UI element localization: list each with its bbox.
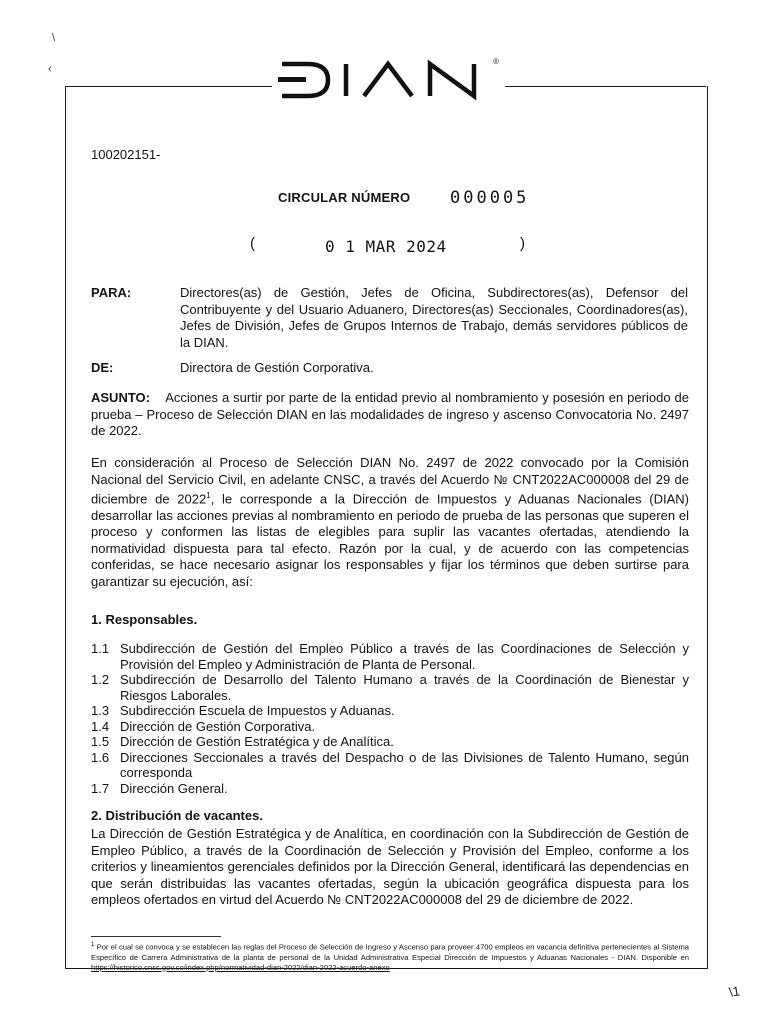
responsables-list [91,641,689,796]
list-item: 1.7 Dirección General. [91,780,228,796]
handwritten-page-number: \1 [728,983,741,1000]
footnote-mark: 1 [91,942,95,948]
document-reference: 100202151- [91,147,161,162]
asunto-label: ASUNTO: [91,390,150,405]
intro-paragraph [91,455,689,590]
footnote [91,940,689,973]
date-bracket-open: ( [250,235,255,252]
de-text: Directora de Gestión Corporativa. [180,360,374,375]
scan-mark: \ [52,32,56,44]
footnote-rule [91,936,221,937]
section-2-paragraph: La Dirección de Gestión Estratégica y de Analítica, en coordinación con la Subdirección de Gestión de Empleo Público, a través de la Coordinación de Selección y Provisión del Empleo, conforme a los criterios y lineamientos gerenciales definidos por la Dirección General, identificará las dependencias en que serán distribuidas las vacantes ofertadas, según la ubicación geográfica dispuesta para los empleos ofertados en virtud del Acuerdo № CNT2022AC000008 del 29 de diciembre de 2022. [91,826,689,907]
list-item: 1.2 Subdirección de Desarrollo del Talento Humano a través de la Coordinación de Bienestar y Riesgos Laborales. [91,672,689,703]
list-item: 1.3 Subdirección Escuela de Impuestos y Aduanas. [91,703,395,718]
para-text: Directores(as) de Gestión, Jefes de Oficina, Subdirectores(as), Defensor del Contribuyente y del Usuario Aduanero, Directores(as) Seccionales, Coordinadores(as), Jefes de División, Jefes de Grupos Internos de Trabajo, demás servidores públicos de la DIAN. [180,285,688,350]
date-bracket-close: ) [520,235,525,252]
intro-text-end: , le corresponde a la Dirección de Impuestos y Aduanas Nacionales (DIAN) desarrollar las acciones previas al nombramiento en periodo de prueba de las personas que superen el proceso y conformen las listas de elegibles para suplir las vacantes ofertadas, atendiendo la normatividad dispuesta para tal efecto. Razón por la cual, y de acuerdo con las competencias conferidas, se hace necesario asignar los responsables y fijar los términos que deben surtirse para garantizar su ejecución, así: [91,491,689,589]
de-label: DE: [91,360,114,375]
para-label: PARA: [91,285,132,300]
asunto-paragraph [91,390,689,440]
section-2-title: 2. Distribución de vacantes. [91,808,263,823]
footnote-text: Por el cual se convoca y se establecen las reglas del Proceso de Selección de Ingreso y Ascenso para proveer 4700 empleos en vacancia definitiva pertenecientes al Sistema Específico de Carrera Administrativa de la planta de personal de la Unidad Administrativa Especial Dirección de Impuestos y Aduanas Nacionales - DIAN. Disponible en [91,942,689,962]
list-item: 1.6 Direcciones Seccionales a través del Despacho o de las Divisiones de Talento Humano, según corresponda [91,749,689,780]
circular-number: 000005 [450,188,530,208]
asunto-text: Acciones a surtir por parte de la entidad previo al nombramiento y posesión en periodo de prueba – Proceso de Selección DIAN en las modalidades de ingreso y ascenso Convocatoria No. 2497 de 2022. [91,390,689,438]
date-stamp: 0 1 MAR 2024 [325,237,447,256]
list-item: 1.5 Dirección de Gestión Estratégica y de Analítica. [91,734,394,749]
footnote-link[interactable]: https://historico.cnsc.gov.co/index.php/normatividad-dian-2022/dian-2022-acuerdo-anexo [91,962,390,972]
intro-text-start: En consideración al Proceso de Selección DIAN No. 2497 de 2022 convocado por la Comisión Nacional del Servicio Civil, en adelante CNSC, a través del Acuerdo № CNT2022AC000008 del 29 de diciembre de 2022 [91,455,689,507]
dian-logo [278,58,496,102]
circular-label: CIRCULAR NÚMERO [278,190,411,205]
registered-mark: ® [493,57,499,66]
footnote-ref: 1 [206,491,211,500]
scan-mark: ‹ [48,63,52,75]
section-1-title: 1. Responsables. [91,612,198,627]
list-item: 1.1 Subdirección de Gestión del Empleo Público a través de las Coordinaciones de Selección y Provisión del Empleo y Administración de Planta de Personal. [91,641,689,672]
list-item: 1.4 Dirección de Gestión Corporativa. [91,718,316,734]
